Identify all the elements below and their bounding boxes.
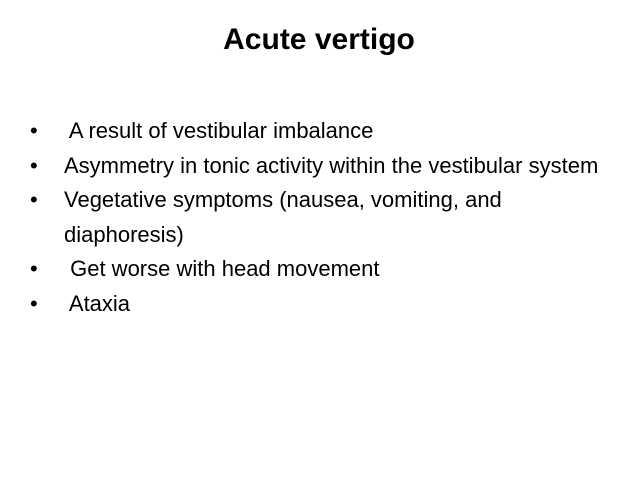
bullet-icon: • [30,187,38,212]
bullet-text: A result of vestibular imbalance [64,118,374,143]
bullet-icon: • [30,118,38,143]
bullet-text: Vegetative symptoms (nausea, vomiting, and diaphoresis) [64,187,502,247]
bullet-icon: • [30,290,38,316]
list-item [30,183,610,252]
bullet-text: Asymmetry in tonic activity within the vestibular system [64,152,599,178]
list-item [30,252,610,287]
bullet-text: Get worse with head movement [64,256,380,281]
bullet-icon: • [30,256,38,281]
bullet-list [30,114,610,321]
bullet-icon: • [30,152,38,178]
list-item [30,287,610,322]
list-item [30,114,610,149]
slide-title: Acute vertigo [223,23,415,56]
list-item [30,149,610,184]
bullet-text: Ataxia [64,290,131,316]
